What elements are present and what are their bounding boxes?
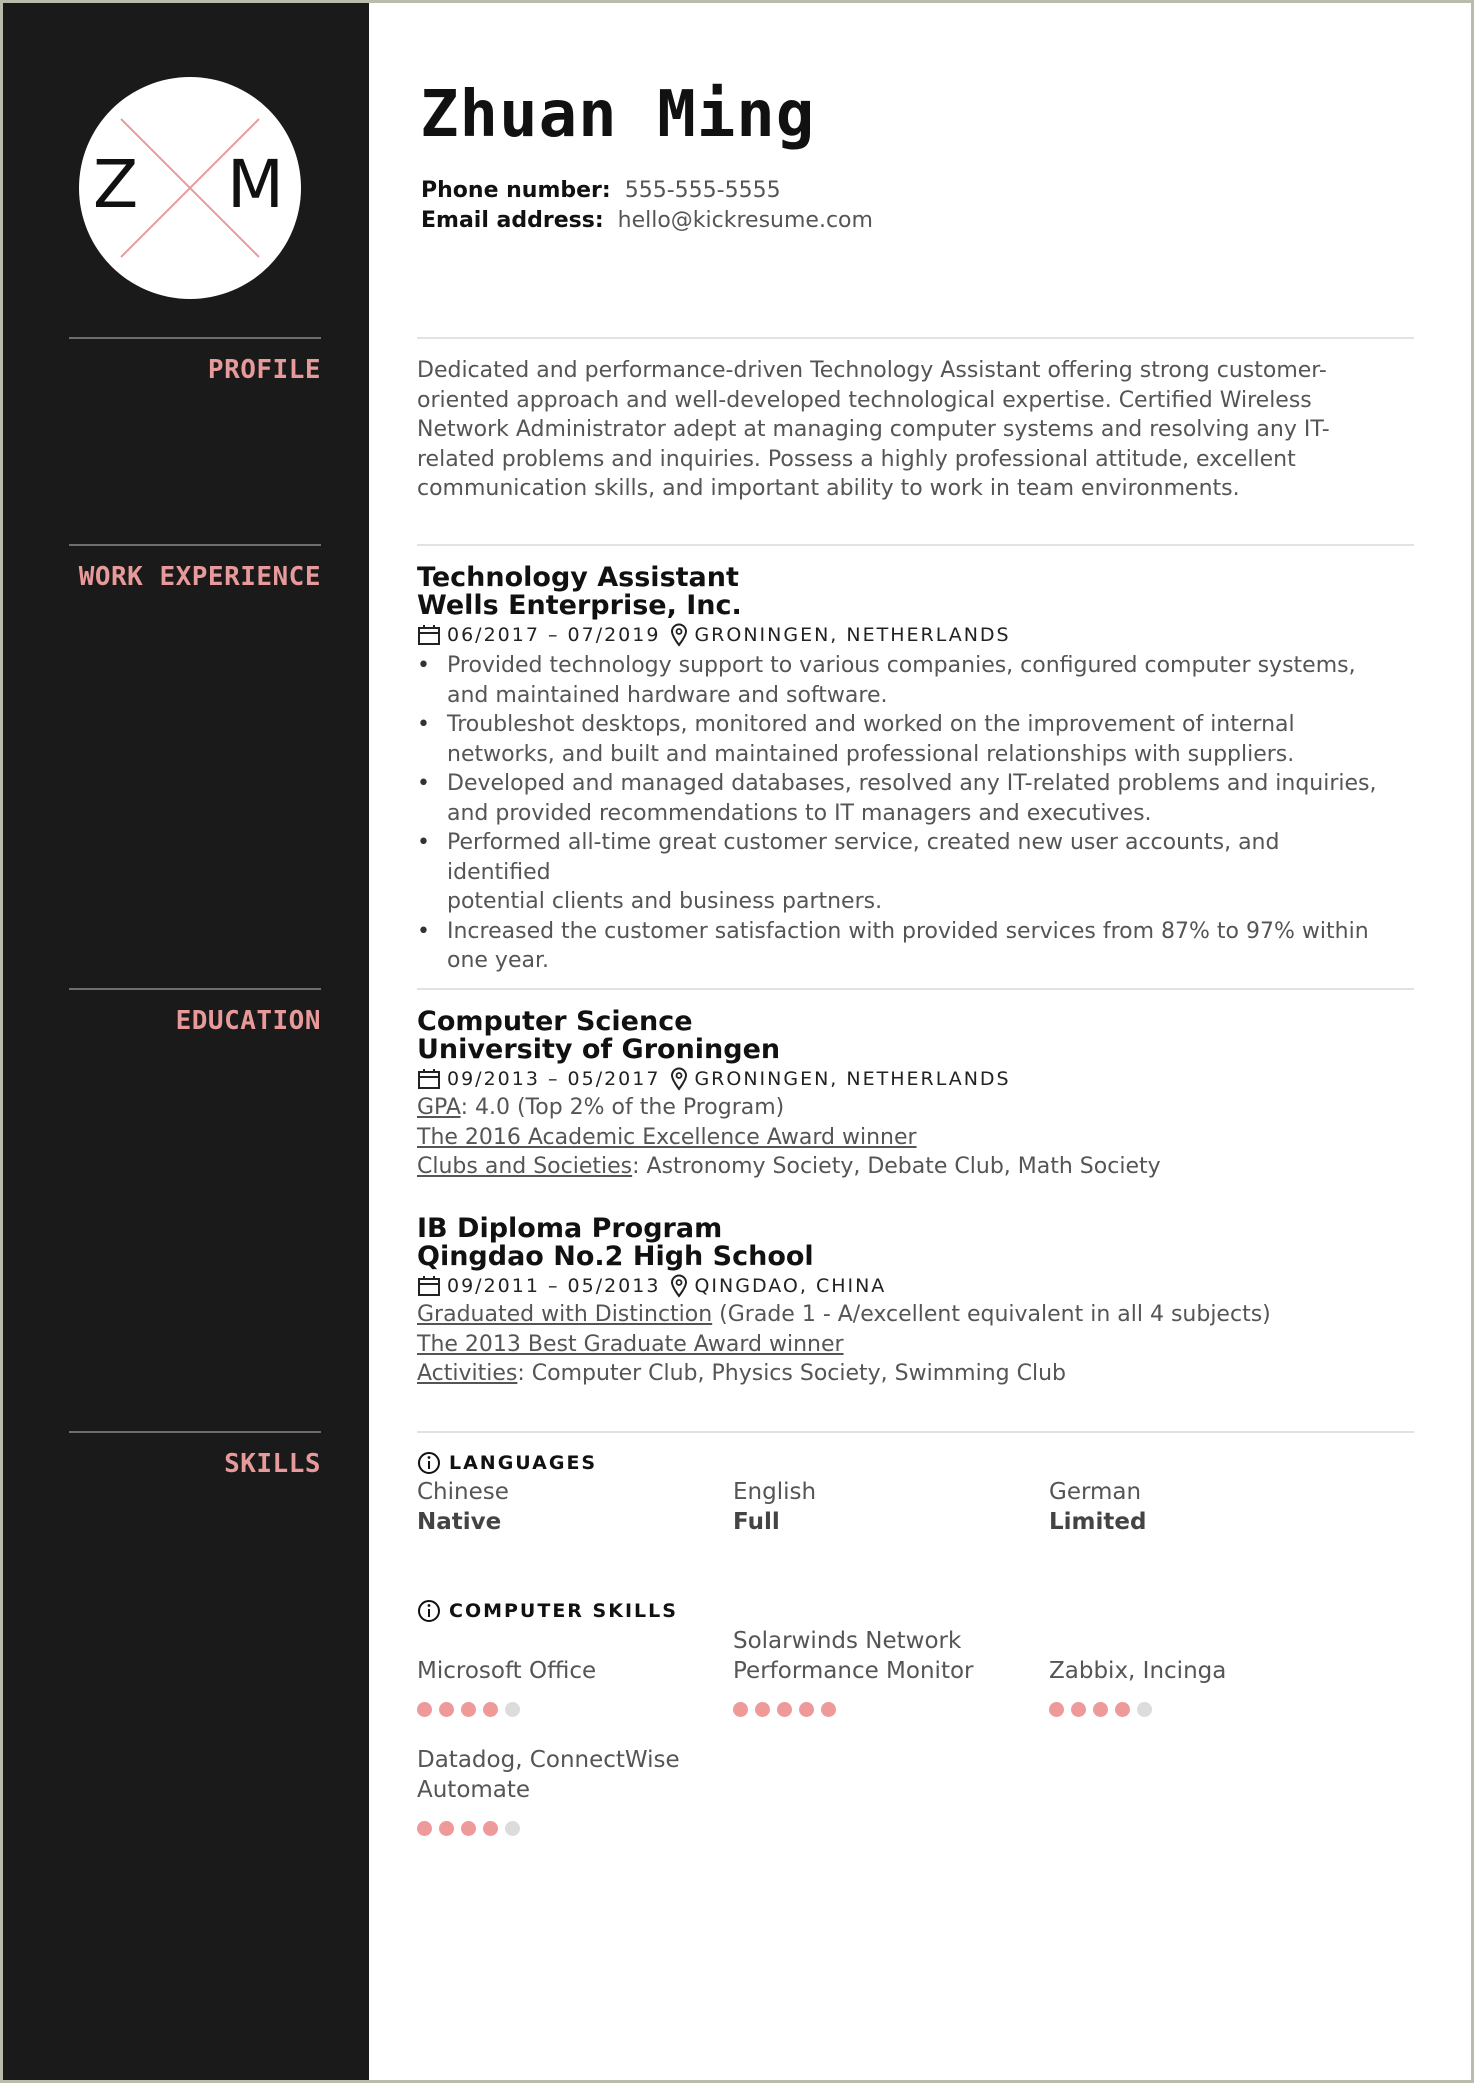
rating-dot-filled bbox=[821, 1702, 836, 1717]
list-item: • Troubleshot desktops, monitored and worked on the improvement of internal networks, and built and maintained professional relationships with suppliers. bbox=[417, 710, 1377, 769]
rating-dot-filled bbox=[461, 1821, 476, 1836]
skills-rule bbox=[69, 1431, 321, 1433]
main-rule-profile bbox=[417, 337, 1414, 339]
edu-meta bbox=[417, 1274, 886, 1298]
avatar bbox=[79, 77, 301, 299]
main-rule-work bbox=[417, 544, 1414, 546]
section-label-profile: PROFILE bbox=[207, 355, 321, 385]
profile-line: related problems and inquiries. Possess a highly professional attitude, excellent bbox=[417, 446, 1296, 472]
language-name: English bbox=[733, 1479, 817, 1505]
rating-dot-filled bbox=[461, 1702, 476, 1717]
rating-dot-filled bbox=[1049, 1702, 1064, 1717]
edu-detail-link[interactable]: Graduated with Distinction bbox=[417, 1302, 713, 1327]
rating-dot-filled bbox=[483, 1821, 498, 1836]
language-name: German bbox=[1049, 1479, 1142, 1505]
section-label-work: WORK EXPERIENCE bbox=[78, 562, 321, 592]
job-location: GRONINGEN, NETHERLANDS bbox=[694, 624, 1011, 646]
job-company: Wells Enterprise, Inc. bbox=[417, 590, 742, 621]
location-pin-icon bbox=[670, 1067, 688, 1091]
education-rule bbox=[69, 988, 321, 990]
edu-dates: 09/2011 – 05/2013 bbox=[447, 1275, 661, 1297]
rating-dot-filled bbox=[1115, 1702, 1130, 1717]
language-name: Chinese bbox=[417, 1479, 509, 1505]
profile-line: Dedicated and performance-driven Technology Assistant offering strong customer- bbox=[417, 358, 1327, 383]
edu-detail: Graduated with Distinction (Grade 1 - A/excellent equivalent in all 4 subjects) bbox=[417, 1302, 1271, 1327]
list-item: • Provided technology support to various companies, configured computer systems, and maintained hardware and software. bbox=[417, 651, 1377, 710]
list-item: • Performed all-time great customer service, created new user accounts, and identified potential clients and business partners. bbox=[417, 828, 1377, 917]
phone-row bbox=[421, 178, 781, 203]
rating-dot-filled bbox=[439, 1821, 454, 1836]
rating-dot-filled bbox=[483, 1702, 498, 1717]
rating-dot-filled bbox=[777, 1702, 792, 1717]
email-row bbox=[421, 208, 873, 233]
location-pin-icon bbox=[670, 623, 688, 647]
edu-detail bbox=[417, 1125, 917, 1150]
sidebar bbox=[3, 3, 369, 2080]
edu-detail-link[interactable]: The 2013 Best Graduate Award winner bbox=[417, 1332, 844, 1357]
skill-rating bbox=[733, 1702, 843, 1717]
edu-location: GRONINGEN, NETHERLANDS bbox=[694, 1068, 1011, 1090]
job-title: Technology Assistant bbox=[417, 562, 739, 593]
section-label-education: EDUCATION bbox=[175, 1006, 321, 1036]
rating-dot-filled bbox=[417, 1702, 432, 1717]
computer-skill-name: Datadog, ConnectWise Automate bbox=[417, 1747, 680, 1803]
job-meta bbox=[417, 623, 1011, 647]
language-level: Limited bbox=[1049, 1509, 1147, 1535]
edu-detail-link[interactable]: Activities bbox=[417, 1361, 518, 1386]
calendar-icon bbox=[417, 624, 441, 646]
edu-meta bbox=[417, 1067, 1011, 1091]
rating-dot-filled bbox=[1071, 1702, 1086, 1717]
profile-line: Network Administrator adept at managing computer systems and resolving any IT- bbox=[417, 417, 1330, 442]
edu-degree: Computer Science bbox=[417, 1006, 693, 1037]
list-item: • Increased the customer satisfaction with provided services from 87% to 97% within one year. bbox=[417, 917, 1377, 976]
job-dates: 06/2017 – 07/2019 bbox=[447, 624, 661, 646]
info-icon bbox=[417, 1599, 441, 1623]
calendar-icon bbox=[417, 1068, 441, 1090]
rating-dot-filled bbox=[755, 1702, 770, 1717]
edu-detail bbox=[417, 1332, 844, 1357]
calendar-icon bbox=[417, 1275, 441, 1297]
work-rule bbox=[69, 544, 321, 546]
avatar-initial-first: Z bbox=[93, 146, 139, 223]
list-item: • Developed and managed databases, resolved any IT-related problems and inquiries, and provided recommendations to IT managers and executives. bbox=[417, 769, 1377, 828]
edu-detail-link[interactable]: GPA bbox=[417, 1095, 461, 1120]
computer-skill-name: Microsoft Office bbox=[417, 1658, 597, 1684]
edu-location: QINGDAO, CHINA bbox=[694, 1275, 887, 1297]
rating-dot-filled bbox=[733, 1702, 748, 1717]
edu-detail-link[interactable]: The 2016 Academic Excellence Award winner bbox=[417, 1125, 917, 1150]
edu-degree: IB Diploma Program bbox=[417, 1213, 723, 1244]
skill-rating bbox=[417, 1821, 527, 1836]
main-rule-education bbox=[417, 988, 1414, 990]
email-value[interactable]: hello@kickresume.com bbox=[617, 208, 873, 233]
edu-detail: Activities: Computer Club, Physics Society, Swimming Club bbox=[417, 1361, 1066, 1386]
profile-text bbox=[417, 356, 1337, 504]
edu-detail-link[interactable]: Clubs and Societies bbox=[417, 1154, 633, 1179]
email-label: Email address: bbox=[421, 208, 604, 233]
edu-dates: 09/2013 – 05/2017 bbox=[447, 1068, 661, 1090]
page-title: Zhuan Ming bbox=[420, 78, 816, 152]
rating-dot-filled bbox=[799, 1702, 814, 1717]
computer-skill-name: Zabbix, Incinga bbox=[1049, 1658, 1227, 1684]
profile-line: oriented approach and well-developed technological expertise. Certified Wireless bbox=[417, 387, 1312, 413]
rating-dot-empty bbox=[505, 1821, 520, 1836]
phone-label: Phone number: bbox=[421, 178, 611, 203]
skill-rating bbox=[417, 1702, 527, 1717]
edu-school: Qingdao No.2 High School bbox=[417, 1241, 814, 1272]
languages-heading: LANGUAGES bbox=[417, 1451, 597, 1475]
language-level: Native bbox=[417, 1509, 502, 1535]
job-bullets bbox=[417, 651, 1377, 976]
section-label-skills: SKILLS bbox=[224, 1449, 321, 1479]
profile-line: communication skills, and important ability to work in team environments. bbox=[417, 476, 1240, 501]
edu-school: University of Groningen bbox=[417, 1034, 781, 1065]
edu-detail: Clubs and Societies: Astronomy Society, Debate Club, Math Society bbox=[417, 1154, 1161, 1179]
rating-dot-filled bbox=[1093, 1702, 1108, 1717]
phone-value[interactable]: 555-555-5555 bbox=[624, 178, 781, 203]
computer-skill-name: Solarwinds Network Performance Monitor bbox=[733, 1628, 974, 1684]
main-rule-skills bbox=[417, 1431, 1414, 1433]
computer-skills-heading: COMPUTER SKILLS bbox=[417, 1599, 678, 1623]
skill-rating bbox=[1049, 1702, 1159, 1717]
rating-dot-filled bbox=[417, 1821, 432, 1836]
avatar-initial-last: M bbox=[227, 146, 284, 223]
language-level: Full bbox=[733, 1509, 780, 1535]
rating-dot-empty bbox=[505, 1702, 520, 1717]
info-icon bbox=[417, 1451, 441, 1475]
profile-rule bbox=[69, 337, 321, 339]
rating-dot-empty bbox=[1137, 1702, 1152, 1717]
location-pin-icon bbox=[670, 1274, 688, 1298]
edu-detail: GPA: 4.0 (Top 2% of the Program) bbox=[417, 1095, 785, 1120]
rating-dot-filled bbox=[439, 1702, 454, 1717]
